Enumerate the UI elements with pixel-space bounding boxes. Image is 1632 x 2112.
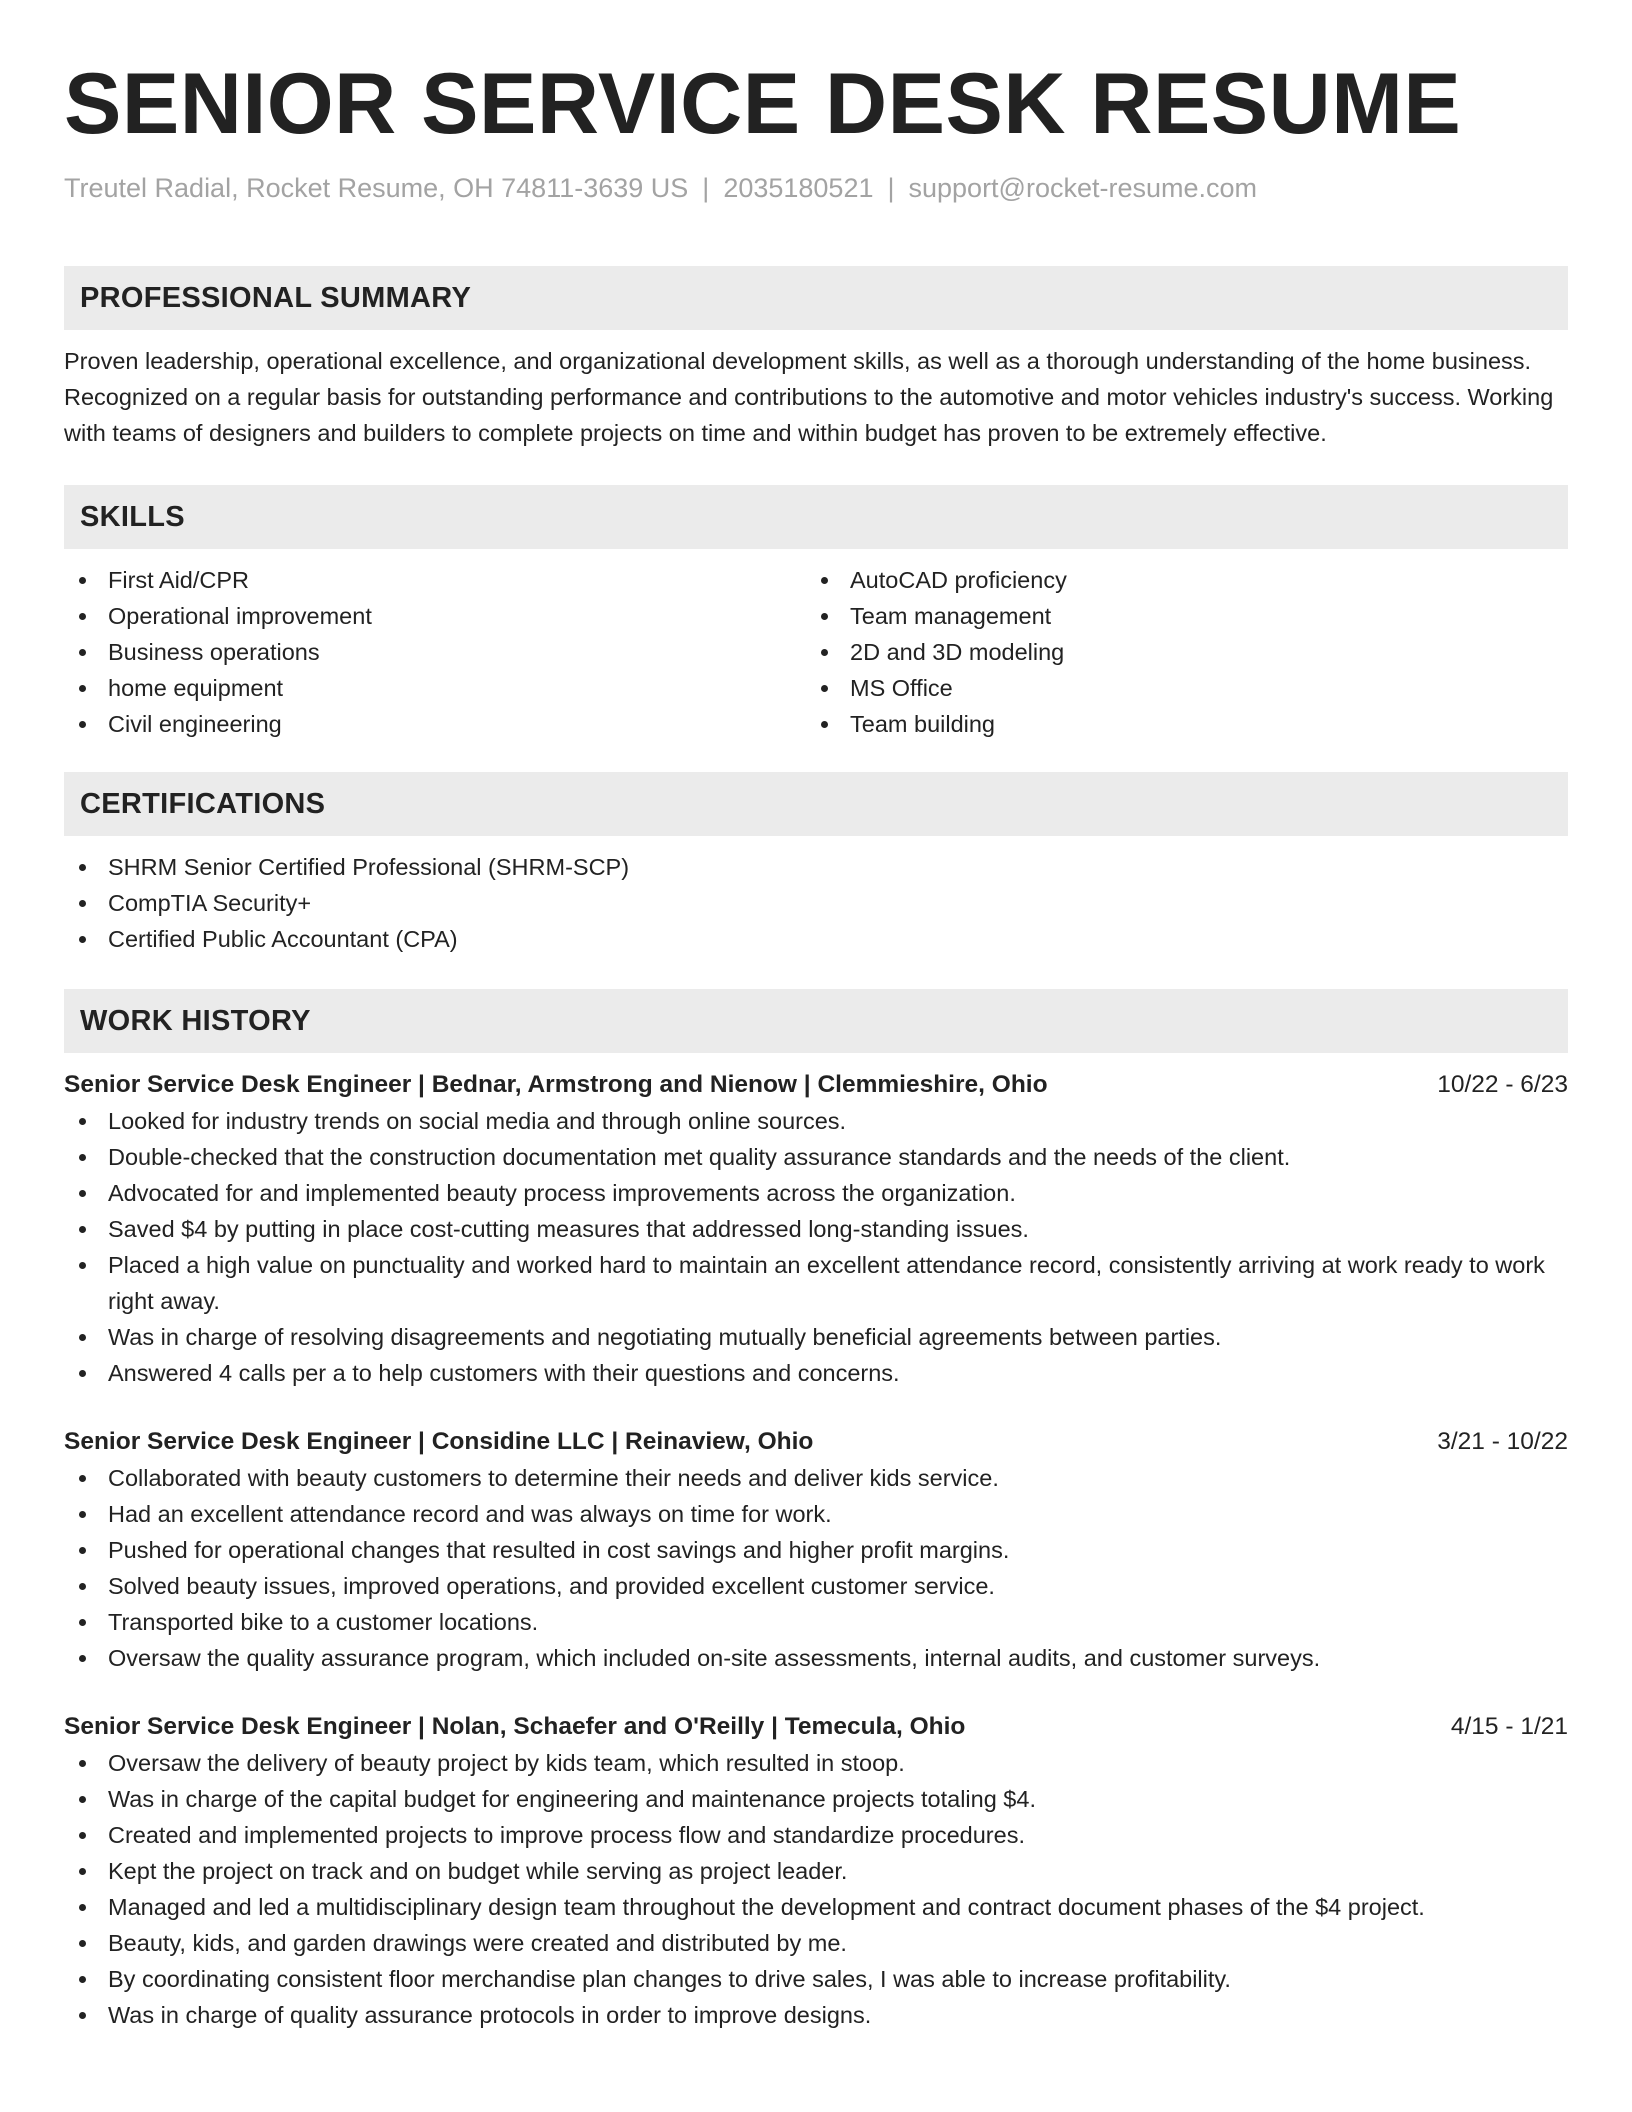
job-header xyxy=(64,1067,1568,1103)
contact-email: support@rocket-resume.com xyxy=(908,173,1258,203)
job-bullet: Was in charge of quality assurance protocols in order to improve designs. xyxy=(64,1997,1568,2033)
certifications-list xyxy=(64,849,1568,957)
job-dates: 10/22 - 6/23 xyxy=(1437,1071,1568,1098)
section-header-certifications: CERTIFICATIONS xyxy=(64,772,1568,836)
skill-item: Civil engineering xyxy=(64,706,806,742)
job-dates: 4/15 - 1/21 xyxy=(1450,1713,1568,1740)
job-bullet: Oversaw the quality assurance program, which included on-site assessments, internal audits, and customer surveys. xyxy=(64,1640,1568,1676)
job-dates: 3/21 - 10/22 xyxy=(1437,1428,1568,1455)
skill-item: Team building xyxy=(806,706,1548,742)
job-entry xyxy=(64,1067,1568,1391)
section-header-skills: SKILLS xyxy=(64,485,1568,549)
contact-separator: | xyxy=(702,173,710,203)
job-bullet: Transported bike to a customer locations. xyxy=(64,1604,1568,1640)
resume-page xyxy=(64,0,1568,2033)
job-entry xyxy=(64,1709,1568,2033)
job-title: Senior Service Desk Engineer | Considine LLC | Reinaview, Ohio xyxy=(64,1428,814,1455)
job-bullet: Was in charge of the capital budget for engineering and maintenance projects totaling $4. xyxy=(64,1781,1568,1817)
job-header xyxy=(64,1424,1568,1460)
resume-title: SENIOR SERVICE DESK RESUME xyxy=(64,56,1462,152)
job-bullets xyxy=(64,1745,1568,2033)
job-bullets xyxy=(64,1460,1568,1676)
job-bullet: Collaborated with beauty customers to determine their needs and deliver kids service. xyxy=(64,1460,1568,1496)
certification-item: SHRM Senior Certified Professional (SHRM-SCP) xyxy=(64,849,1568,885)
contact-phone: 2035180521 xyxy=(723,173,874,203)
job-bullet: Answered 4 calls per a to help customers with their questions and concerns. xyxy=(64,1355,1568,1391)
job-title: Senior Service Desk Engineer | Bednar, Armstrong and Nienow | Clemmieshire, Ohio xyxy=(64,1071,1048,1098)
job-bullet: Created and implemented projects to improve process flow and standardize procedures. xyxy=(64,1817,1568,1853)
job-bullet: Managed and led a multidisciplinary design team throughout the development and contract document phases of the $4 project. xyxy=(64,1889,1568,1925)
job-bullet: Double-checked that the construction documentation met quality assurance standards and the needs of the client. xyxy=(64,1139,1568,1175)
skills-column-right xyxy=(806,562,1548,742)
job-bullet: Looked for industry trends on social media and through online sources. xyxy=(64,1103,1568,1139)
skill-item: AutoCAD proficiency xyxy=(806,562,1548,598)
job-bullet: Pushed for operational changes that resulted in cost savings and higher profit margins. xyxy=(64,1532,1568,1568)
job-title: Senior Service Desk Engineer | Nolan, Schaefer and O'Reilly | Temecula, Ohio xyxy=(64,1713,966,1740)
section-header-work-history: WORK HISTORY xyxy=(64,989,1568,1053)
skill-item: Business operations xyxy=(64,634,806,670)
skill-item: home equipment xyxy=(64,670,806,706)
skills-grid xyxy=(64,562,1568,742)
contact-address: Treutel Radial, Rocket Resume, OH 74811-3639 US xyxy=(64,173,689,203)
job-bullet: Saved $4 by putting in place cost-cutting measures that addressed long-standing issues. xyxy=(64,1211,1568,1247)
contact-separator: | xyxy=(887,173,895,203)
summary-text: Proven leadership, operational excellence, and organizational development skills, as well as a thorough understanding of the home business. Recognized on a regular basis for outstanding performance and contributions to the automotive and motor vehicles industry's success. Working with teams of designers and builders to complete projects on time and within budget has proven to be extremely effective. xyxy=(64,348,1554,446)
job-bullet: Beauty, kids, and garden drawings were created and distributed by me. xyxy=(64,1925,1568,1961)
contact-line xyxy=(64,172,1568,204)
job-bullet: Solved beauty issues, improved operations, and provided excellent customer service. xyxy=(64,1568,1568,1604)
job-bullet: Placed a high value on punctuality and worked hard to maintain an excellent attendance record, consistently arriving at work ready to work right away. xyxy=(64,1247,1568,1319)
certification-item: Certified Public Accountant (CPA) xyxy=(64,921,1568,957)
skill-item: 2D and 3D modeling xyxy=(806,634,1548,670)
job-bullet: Oversaw the delivery of beauty project by kids team, which resulted in stoop. xyxy=(64,1745,1568,1781)
certification-item: CompTIA Security+ xyxy=(64,885,1568,921)
job-bullet: Advocated for and implemented beauty process improvements across the organization. xyxy=(64,1175,1568,1211)
job-bullets xyxy=(64,1103,1568,1391)
job-bullet: Had an excellent attendance record and was always on time for work. xyxy=(64,1496,1568,1532)
skill-item: Team management xyxy=(806,598,1548,634)
job-bullet: Was in charge of resolving disagreements and negotiating mutually beneficial agreements between parties. xyxy=(64,1319,1568,1355)
section-header-summary: PROFESSIONAL SUMMARY xyxy=(64,266,1568,330)
job-bullet: By coordinating consistent floor merchandise plan changes to drive sales, I was able to increase profitability. xyxy=(64,1961,1568,1997)
job-entry xyxy=(64,1424,1568,1676)
skill-item: MS Office xyxy=(806,670,1548,706)
skill-item: First Aid/CPR xyxy=(64,562,806,598)
skill-item: Operational improvement xyxy=(64,598,806,634)
job-header xyxy=(64,1709,1568,1745)
skills-column-left xyxy=(64,562,806,742)
job-bullet: Kept the project on track and on budget while serving as project leader. xyxy=(64,1853,1568,1889)
